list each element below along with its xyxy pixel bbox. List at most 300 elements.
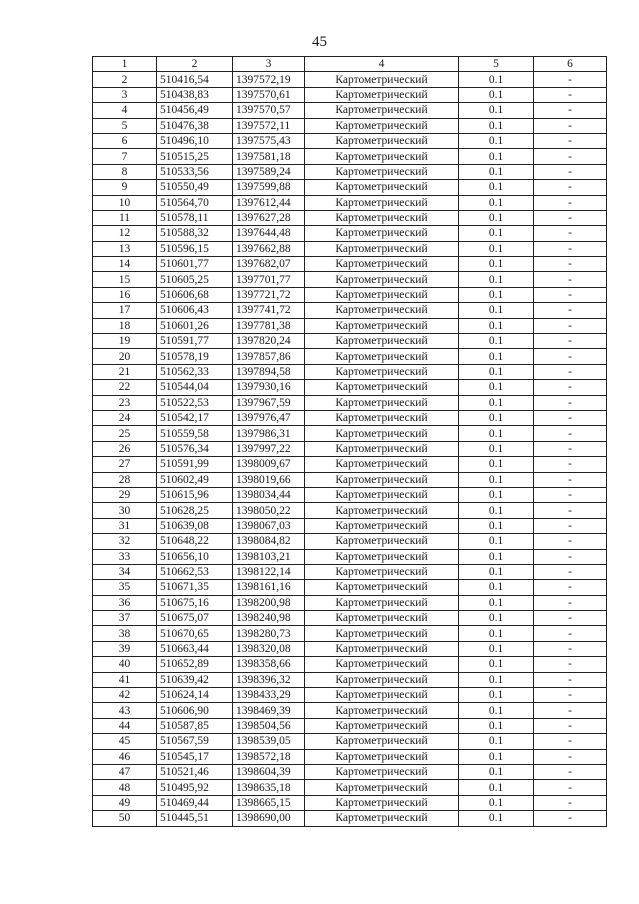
table-row [93, 657, 607, 672]
method-cell: Картометрический [305, 133, 459, 148]
method-cell: Картометрический [305, 118, 459, 133]
description-cell: - [534, 580, 607, 595]
x-coordinate-cell: 510588,32 [157, 226, 233, 241]
accuracy-cell: 0.1 [459, 487, 534, 502]
description-cell: - [534, 164, 607, 179]
y-coordinate-cell: 1397662,88 [233, 241, 305, 256]
x-coordinate-cell: 510521,46 [157, 764, 233, 779]
y-coordinate-cell: 1397682,07 [233, 257, 305, 272]
y-coordinate-cell: 1398034,44 [233, 487, 305, 502]
accuracy-cell: 0.1 [459, 657, 534, 672]
x-coordinate-cell: 510591,77 [157, 334, 233, 349]
x-coordinate-cell: 510567,59 [157, 734, 233, 749]
x-coordinate-cell: 510602,49 [157, 472, 233, 487]
accuracy-cell: 0.1 [459, 611, 534, 626]
y-coordinate-cell: 1398690,00 [233, 811, 305, 826]
accuracy-cell: 0.1 [459, 257, 534, 272]
x-coordinate-cell: 510675,16 [157, 595, 233, 610]
description-cell: - [534, 472, 607, 487]
accuracy-cell: 0.1 [459, 749, 534, 764]
point-number-cell: 13 [93, 241, 157, 256]
description-cell: - [534, 118, 607, 133]
y-coordinate-cell: 1398067,03 [233, 518, 305, 533]
y-coordinate-cell: 1398050,22 [233, 503, 305, 518]
y-coordinate-cell: 1398280,73 [233, 626, 305, 641]
table-row [93, 180, 607, 195]
accuracy-cell: 0.1 [459, 287, 534, 302]
method-cell: Картометрический [305, 626, 459, 641]
method-cell: Картометрический [305, 611, 459, 626]
method-cell: Картометрический [305, 241, 459, 256]
header-cell-2: 2 [157, 57, 233, 72]
accuracy-cell: 0.1 [459, 87, 534, 102]
accuracy-cell: 0.1 [459, 641, 534, 656]
point-number-cell: 31 [93, 518, 157, 533]
x-coordinate-cell: 510662,53 [157, 564, 233, 579]
header-cell-4: 4 [305, 57, 459, 72]
point-number-cell: 49 [93, 795, 157, 810]
x-coordinate-cell: 510606,43 [157, 303, 233, 318]
page-number: 45 [312, 34, 327, 50]
x-coordinate-cell: 510663,44 [157, 641, 233, 656]
method-cell: Картометрический [305, 364, 459, 379]
x-coordinate-cell: 510671,35 [157, 580, 233, 595]
description-cell: - [534, 626, 607, 641]
description-cell: - [534, 380, 607, 395]
accuracy-cell: 0.1 [459, 303, 534, 318]
method-cell: Картометрический [305, 457, 459, 472]
x-coordinate-cell: 510476,38 [157, 118, 233, 133]
table-row [93, 164, 607, 179]
y-coordinate-cell: 1398604,39 [233, 764, 305, 779]
y-coordinate-cell: 1397721,72 [233, 287, 305, 302]
table-row [93, 441, 607, 456]
accuracy-cell: 0.1 [459, 241, 534, 256]
point-number-cell: 36 [93, 595, 157, 610]
table-row [93, 287, 607, 302]
description-cell: - [534, 811, 607, 826]
description-cell: - [534, 303, 607, 318]
point-number-cell: 37 [93, 611, 157, 626]
table-row [93, 272, 607, 287]
table-row [93, 395, 607, 410]
accuracy-cell: 0.1 [459, 534, 534, 549]
point-number-cell: 50 [93, 811, 157, 826]
point-number-cell: 47 [93, 764, 157, 779]
x-coordinate-cell: 510545,17 [157, 749, 233, 764]
method-cell: Картометрический [305, 226, 459, 241]
method-cell: Картометрический [305, 318, 459, 333]
x-coordinate-cell: 510416,54 [157, 72, 233, 87]
point-number-cell: 3 [93, 87, 157, 102]
method-cell: Картометрический [305, 795, 459, 810]
method-cell: Картометрический [305, 657, 459, 672]
table-row [93, 210, 607, 225]
method-cell: Картометрический [305, 764, 459, 779]
table-row [93, 457, 607, 472]
header-cell-5: 5 [459, 57, 534, 72]
method-cell: Картометрический [305, 811, 459, 826]
description-cell: - [534, 226, 607, 241]
method-cell: Картометрический [305, 734, 459, 749]
description-cell: - [534, 426, 607, 441]
table-row [93, 611, 607, 626]
accuracy-cell: 0.1 [459, 395, 534, 410]
x-coordinate-cell: 510606,68 [157, 287, 233, 302]
point-number-cell: 42 [93, 688, 157, 703]
method-cell: Картометрический [305, 395, 459, 410]
x-coordinate-cell: 510578,11 [157, 210, 233, 225]
y-coordinate-cell: 1397894,58 [233, 364, 305, 379]
description-cell: - [534, 149, 607, 164]
x-coordinate-cell: 510445,51 [157, 811, 233, 826]
x-coordinate-cell: 510496,10 [157, 133, 233, 148]
accuracy-cell: 0.1 [459, 549, 534, 564]
description-cell: - [534, 487, 607, 502]
x-coordinate-cell: 510639,42 [157, 672, 233, 687]
table-row [93, 410, 607, 425]
x-coordinate-cell: 510515,25 [157, 149, 233, 164]
description-cell: - [534, 672, 607, 687]
y-coordinate-cell: 1397701,77 [233, 272, 305, 287]
y-coordinate-cell: 1398009,67 [233, 457, 305, 472]
x-coordinate-cell: 510522,53 [157, 395, 233, 410]
y-coordinate-cell: 1397589,24 [233, 164, 305, 179]
y-coordinate-cell: 1398665,15 [233, 795, 305, 810]
method-cell: Картометрический [305, 426, 459, 441]
method-cell: Картометрический [305, 749, 459, 764]
description-cell: - [534, 441, 607, 456]
description-cell: - [534, 334, 607, 349]
x-coordinate-cell: 510533,56 [157, 164, 233, 179]
table-row [93, 72, 607, 87]
accuracy-cell: 0.1 [459, 580, 534, 595]
description-cell: - [534, 657, 607, 672]
point-number-cell: 22 [93, 380, 157, 395]
x-coordinate-cell: 510605,25 [157, 272, 233, 287]
point-number-cell: 19 [93, 334, 157, 349]
y-coordinate-cell: 1398320,08 [233, 641, 305, 656]
y-coordinate-cell: 1397820,24 [233, 334, 305, 349]
y-coordinate-cell: 1397627,28 [233, 210, 305, 225]
method-cell: Картометрический [305, 549, 459, 564]
accuracy-cell: 0.1 [459, 72, 534, 87]
point-number-cell: 46 [93, 749, 157, 764]
table-row [93, 133, 607, 148]
description-cell: - [534, 103, 607, 118]
accuracy-cell: 0.1 [459, 564, 534, 579]
y-coordinate-cell: 1398103,21 [233, 549, 305, 564]
x-coordinate-cell: 510550,49 [157, 180, 233, 195]
accuracy-cell: 0.1 [459, 503, 534, 518]
description-cell: - [534, 641, 607, 656]
y-coordinate-cell: 1398572,18 [233, 749, 305, 764]
table-row [93, 303, 607, 318]
table-row [93, 595, 607, 610]
method-cell: Картометрический [305, 210, 459, 225]
description-cell: - [534, 195, 607, 210]
accuracy-cell: 0.1 [459, 318, 534, 333]
accuracy-cell: 0.1 [459, 195, 534, 210]
method-cell: Картометрический [305, 257, 459, 272]
y-coordinate-cell: 1398161,16 [233, 580, 305, 595]
point-number-cell: 23 [93, 395, 157, 410]
table-row [93, 226, 607, 241]
table-row [93, 103, 607, 118]
accuracy-cell: 0.1 [459, 118, 534, 133]
table-row [93, 257, 607, 272]
table-row [93, 241, 607, 256]
description-cell: - [534, 611, 607, 626]
y-coordinate-cell: 1398635,18 [233, 780, 305, 795]
method-cell: Картометрический [305, 272, 459, 287]
x-coordinate-cell: 510601,77 [157, 257, 233, 272]
x-coordinate-cell: 510564,70 [157, 195, 233, 210]
accuracy-cell: 0.1 [459, 426, 534, 441]
point-number-cell: 39 [93, 641, 157, 656]
x-coordinate-cell: 510652,89 [157, 657, 233, 672]
point-number-cell: 40 [93, 657, 157, 672]
x-coordinate-cell: 510469,44 [157, 795, 233, 810]
accuracy-cell: 0.1 [459, 518, 534, 533]
method-cell: Картометрический [305, 780, 459, 795]
y-coordinate-cell: 1397644,48 [233, 226, 305, 241]
point-number-cell: 14 [93, 257, 157, 272]
accuracy-cell: 0.1 [459, 180, 534, 195]
y-coordinate-cell: 1397741,72 [233, 303, 305, 318]
description-cell: - [534, 210, 607, 225]
point-number-cell: 9 [93, 180, 157, 195]
accuracy-cell: 0.1 [459, 764, 534, 779]
description-cell: - [534, 688, 607, 703]
table-row [93, 795, 607, 810]
point-number-cell: 34 [93, 564, 157, 579]
y-coordinate-cell: 1397570,61 [233, 87, 305, 102]
description-cell: - [534, 780, 607, 795]
table-row [93, 364, 607, 379]
point-number-cell: 30 [93, 503, 157, 518]
method-cell: Картометрический [305, 641, 459, 656]
table-row [93, 734, 607, 749]
description-cell: - [534, 133, 607, 148]
description-cell: - [534, 764, 607, 779]
description-cell: - [534, 410, 607, 425]
accuracy-cell: 0.1 [459, 688, 534, 703]
point-number-cell: 20 [93, 349, 157, 364]
x-coordinate-cell: 510624,14 [157, 688, 233, 703]
table-row [93, 318, 607, 333]
method-cell: Картометрический [305, 164, 459, 179]
y-coordinate-cell: 1398433,29 [233, 688, 305, 703]
x-coordinate-cell: 510591,99 [157, 457, 233, 472]
y-coordinate-cell: 1398240,98 [233, 611, 305, 626]
accuracy-cell: 0.1 [459, 103, 534, 118]
description-cell: - [534, 718, 607, 733]
header-cell-1: 1 [93, 57, 157, 72]
y-coordinate-cell: 1397857,86 [233, 349, 305, 364]
y-coordinate-cell: 1397986,31 [233, 426, 305, 441]
table-row [93, 703, 607, 718]
x-coordinate-cell: 510576,34 [157, 441, 233, 456]
point-number-cell: 35 [93, 580, 157, 595]
y-coordinate-cell: 1397575,43 [233, 133, 305, 148]
accuracy-cell: 0.1 [459, 410, 534, 425]
point-number-cell: 44 [93, 718, 157, 733]
table-row [93, 811, 607, 826]
y-coordinate-cell: 1398019,66 [233, 472, 305, 487]
table-row [93, 641, 607, 656]
description-cell: - [534, 564, 607, 579]
point-number-cell: 11 [93, 210, 157, 225]
table-row [93, 780, 607, 795]
point-number-cell: 5 [93, 118, 157, 133]
description-cell: - [534, 287, 607, 302]
point-number-cell: 24 [93, 410, 157, 425]
y-coordinate-cell: 1397967,59 [233, 395, 305, 410]
accuracy-cell: 0.1 [459, 441, 534, 456]
accuracy-cell: 0.1 [459, 718, 534, 733]
y-coordinate-cell: 1398200,98 [233, 595, 305, 610]
description-cell: - [534, 595, 607, 610]
point-number-cell: 21 [93, 364, 157, 379]
table-row [93, 349, 607, 364]
x-coordinate-cell: 510656,10 [157, 549, 233, 564]
x-coordinate-cell: 510542,17 [157, 410, 233, 425]
description-cell: - [534, 549, 607, 564]
description-cell: - [534, 795, 607, 810]
method-cell: Картометрический [305, 410, 459, 425]
table-row [93, 534, 607, 549]
table-row [93, 564, 607, 579]
table-row [93, 518, 607, 533]
x-coordinate-cell: 510648,22 [157, 534, 233, 549]
accuracy-cell: 0.1 [459, 626, 534, 641]
point-number-cell: 33 [93, 549, 157, 564]
x-coordinate-cell: 510675,07 [157, 611, 233, 626]
point-number-cell: 27 [93, 457, 157, 472]
x-coordinate-cell: 510559,58 [157, 426, 233, 441]
header-cell-3: 3 [233, 57, 305, 72]
description-cell: - [534, 503, 607, 518]
table-row [93, 334, 607, 349]
coordinates-table-body [93, 57, 607, 827]
description-cell: - [534, 349, 607, 364]
accuracy-cell: 0.1 [459, 457, 534, 472]
point-number-cell: 41 [93, 672, 157, 687]
y-coordinate-cell: 1397976,47 [233, 410, 305, 425]
x-coordinate-cell: 510495,92 [157, 780, 233, 795]
point-number-cell: 48 [93, 780, 157, 795]
table-row [93, 688, 607, 703]
table-row [93, 764, 607, 779]
accuracy-cell: 0.1 [459, 149, 534, 164]
point-number-cell: 25 [93, 426, 157, 441]
method-cell: Картометрический [305, 503, 459, 518]
point-number-cell: 17 [93, 303, 157, 318]
point-number-cell: 18 [93, 318, 157, 333]
y-coordinate-cell: 1397581,18 [233, 149, 305, 164]
y-coordinate-cell: 1397612,44 [233, 195, 305, 210]
x-coordinate-cell: 510601,26 [157, 318, 233, 333]
point-number-cell: 4 [93, 103, 157, 118]
point-number-cell: 16 [93, 287, 157, 302]
point-number-cell: 12 [93, 226, 157, 241]
method-cell: Картометрический [305, 103, 459, 118]
x-coordinate-cell: 510578,19 [157, 349, 233, 364]
method-cell: Картометрический [305, 580, 459, 595]
table-row [93, 472, 607, 487]
table-row [93, 118, 607, 133]
description-cell: - [534, 534, 607, 549]
y-coordinate-cell: 1397572,11 [233, 118, 305, 133]
method-cell: Картометрический [305, 441, 459, 456]
description-cell: - [534, 72, 607, 87]
point-number-cell: 29 [93, 487, 157, 502]
method-cell: Картометрический [305, 349, 459, 364]
accuracy-cell: 0.1 [459, 472, 534, 487]
method-cell: Картометрический [305, 595, 459, 610]
table-row [93, 87, 607, 102]
table-row [93, 503, 607, 518]
method-cell: Картометрический [305, 303, 459, 318]
table-row [93, 580, 607, 595]
point-number-cell: 32 [93, 534, 157, 549]
table-row [93, 626, 607, 641]
y-coordinate-cell: 1397599,88 [233, 180, 305, 195]
description-cell: - [534, 749, 607, 764]
y-coordinate-cell: 1397997,22 [233, 441, 305, 456]
table-row [93, 149, 607, 164]
table-row [93, 380, 607, 395]
method-cell: Картометрический [305, 380, 459, 395]
accuracy-cell: 0.1 [459, 334, 534, 349]
method-cell: Картометрический [305, 87, 459, 102]
accuracy-cell: 0.1 [459, 795, 534, 810]
accuracy-cell: 0.1 [459, 210, 534, 225]
accuracy-cell: 0.1 [459, 226, 534, 241]
method-cell: Картометрический [305, 487, 459, 502]
y-coordinate-cell: 1397572,19 [233, 72, 305, 87]
x-coordinate-cell: 510562,33 [157, 364, 233, 379]
description-cell: - [534, 703, 607, 718]
table-row [93, 672, 607, 687]
accuracy-cell: 0.1 [459, 811, 534, 826]
description-cell: - [534, 457, 607, 472]
accuracy-cell: 0.1 [459, 272, 534, 287]
description-cell: - [534, 257, 607, 272]
accuracy-cell: 0.1 [459, 364, 534, 379]
accuracy-cell: 0.1 [459, 164, 534, 179]
description-cell: - [534, 734, 607, 749]
x-coordinate-cell: 510639,08 [157, 518, 233, 533]
method-cell: Картометрический [305, 334, 459, 349]
x-coordinate-cell: 510615,96 [157, 487, 233, 502]
x-coordinate-cell: 510596,15 [157, 241, 233, 256]
method-cell: Картометрический [305, 149, 459, 164]
x-coordinate-cell: 510438,83 [157, 87, 233, 102]
y-coordinate-cell: 1398084,82 [233, 534, 305, 549]
y-coordinate-cell: 1398122,14 [233, 564, 305, 579]
accuracy-cell: 0.1 [459, 703, 534, 718]
table-row [93, 426, 607, 441]
y-coordinate-cell: 1398504,56 [233, 718, 305, 733]
method-cell: Картометрический [305, 72, 459, 87]
y-coordinate-cell: 1398358,66 [233, 657, 305, 672]
y-coordinate-cell: 1397570,57 [233, 103, 305, 118]
description-cell: - [534, 518, 607, 533]
accuracy-cell: 0.1 [459, 595, 534, 610]
point-number-cell: 10 [93, 195, 157, 210]
